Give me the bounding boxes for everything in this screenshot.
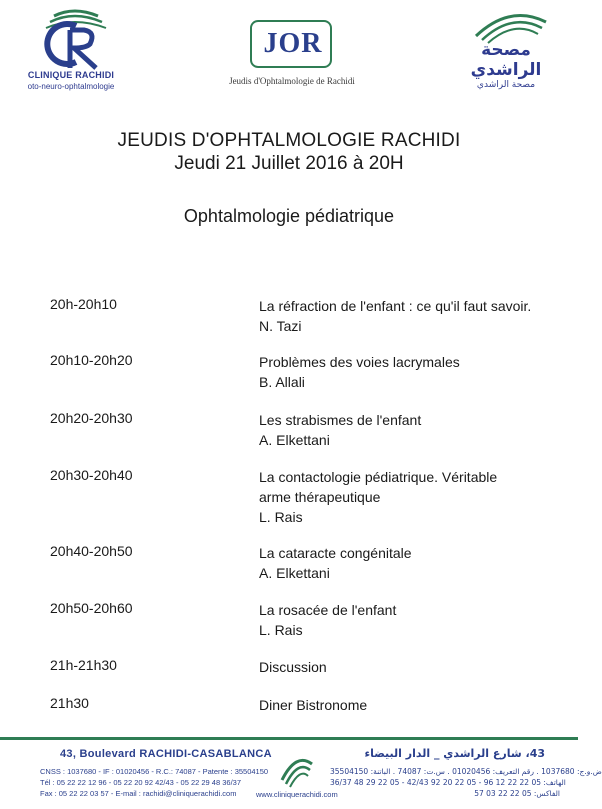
- session-speaker: L. Rais: [259, 509, 303, 525]
- session-speaker: L. Rais: [259, 622, 303, 638]
- session-topic: arme thérapeutique: [259, 489, 381, 505]
- jor-badge: [250, 20, 332, 68]
- session-time: 20h10-20h20: [50, 352, 133, 368]
- session-topic: La rosacée de l'enfant: [259, 602, 397, 618]
- session-topic: La réfraction de l'enfant : ce qu'il faut savoir.: [259, 298, 532, 314]
- footer-ids: CNSS : 1037680 - IF : 01020456 - R.C.: 74087 - Patente : 35504150: [40, 767, 269, 776]
- footer-website[interactable]: www.cliniquerachidi.com: [256, 790, 338, 799]
- arabic-clinic-logo: [452, 10, 562, 102]
- session-topic: La contactologie pédiatrique. Véritable: [259, 469, 498, 485]
- session-time: 21h-21h30: [50, 657, 117, 673]
- session-topic: La cataracte congénitale: [259, 545, 412, 561]
- session-time: 20h40-20h50: [50, 543, 133, 559]
- clinique-rachidi-logo: [14, 10, 124, 102]
- session-topic: Les strabismes de l'enfant: [259, 412, 422, 428]
- event-date: Jeudi 21 Juillet 2016 à 20H: [174, 153, 404, 174]
- swoosh-icon: [470, 10, 550, 44]
- session-time: 20h50-20h60: [50, 600, 133, 616]
- session-time: 20h-20h10: [50, 296, 117, 312]
- jor-fullname: Jeudis d'Ophtalmologie de Rachidi: [229, 76, 355, 86]
- footer-arabic-address: 43، شارع الراشدي _ الدار البيضاء: [364, 747, 545, 760]
- session-topic: Discussion: [259, 659, 327, 675]
- footer-divider: [0, 737, 578, 740]
- footer-swoosh-icon: [276, 750, 316, 788]
- footer-fax: Fax : 05 22 22 03 57 - E-mail : rachidi@cliniquerachidi.com: [40, 789, 237, 798]
- session-time: 20h20-20h30: [50, 410, 133, 426]
- session-speaker: A. Elkettani: [259, 432, 330, 448]
- footer-arabic-tel: الهاتف: 05 22 22 12 96 - 05 22 20 92 42/43 - 05 22 29 48 36/37: [330, 778, 566, 787]
- clinic-name: CLINIQUE RACHIDI: [27, 70, 115, 80]
- session-time: 21h30: [50, 695, 89, 711]
- session-topic: Problèmes des voies lacrymales: [259, 354, 460, 370]
- session-speaker: B. Allali: [259, 374, 305, 390]
- footer-arabic-ids: ض.و.ج: 1037680 . رقم التعريف: 01020456 . س.ت: 74087 . الباتنة: 35504150: [330, 767, 602, 776]
- cr-monogram-icon: [24, 10, 114, 72]
- session-time: 20h30-20h40: [50, 467, 133, 483]
- clinic-specialty: oto-neuro-ophtalmologie: [27, 82, 115, 91]
- session-speaker: A. Elkettani: [259, 565, 330, 581]
- arabic-clinic-subname: مصحة الراشدي: [476, 80, 536, 90]
- jor-logo: [222, 20, 362, 94]
- event-title: JEUDIS D'OPHTALMOLOGIE RACHIDI: [117, 130, 461, 151]
- event-subject: Ophtalmologie pédiatrique: [183, 206, 395, 226]
- arabic-clinic-name: مصحة الراشدي: [470, 40, 542, 80]
- footer-address: 43, Boulevard RACHIDI-CASABLANCA: [60, 748, 272, 760]
- footer-arabic-fax: الفاكس: 05 22 22 03 57: [474, 789, 560, 798]
- footer-tel: Tél : 05 22 22 12 96 - 05 22 20 92 42/43 - 05 22 29 48 36/37: [40, 778, 241, 787]
- session-topic: Diner Bistronome: [259, 697, 368, 713]
- session-speaker: N. Tazi: [259, 318, 302, 334]
- jor-acronym: JOR: [263, 28, 323, 59]
